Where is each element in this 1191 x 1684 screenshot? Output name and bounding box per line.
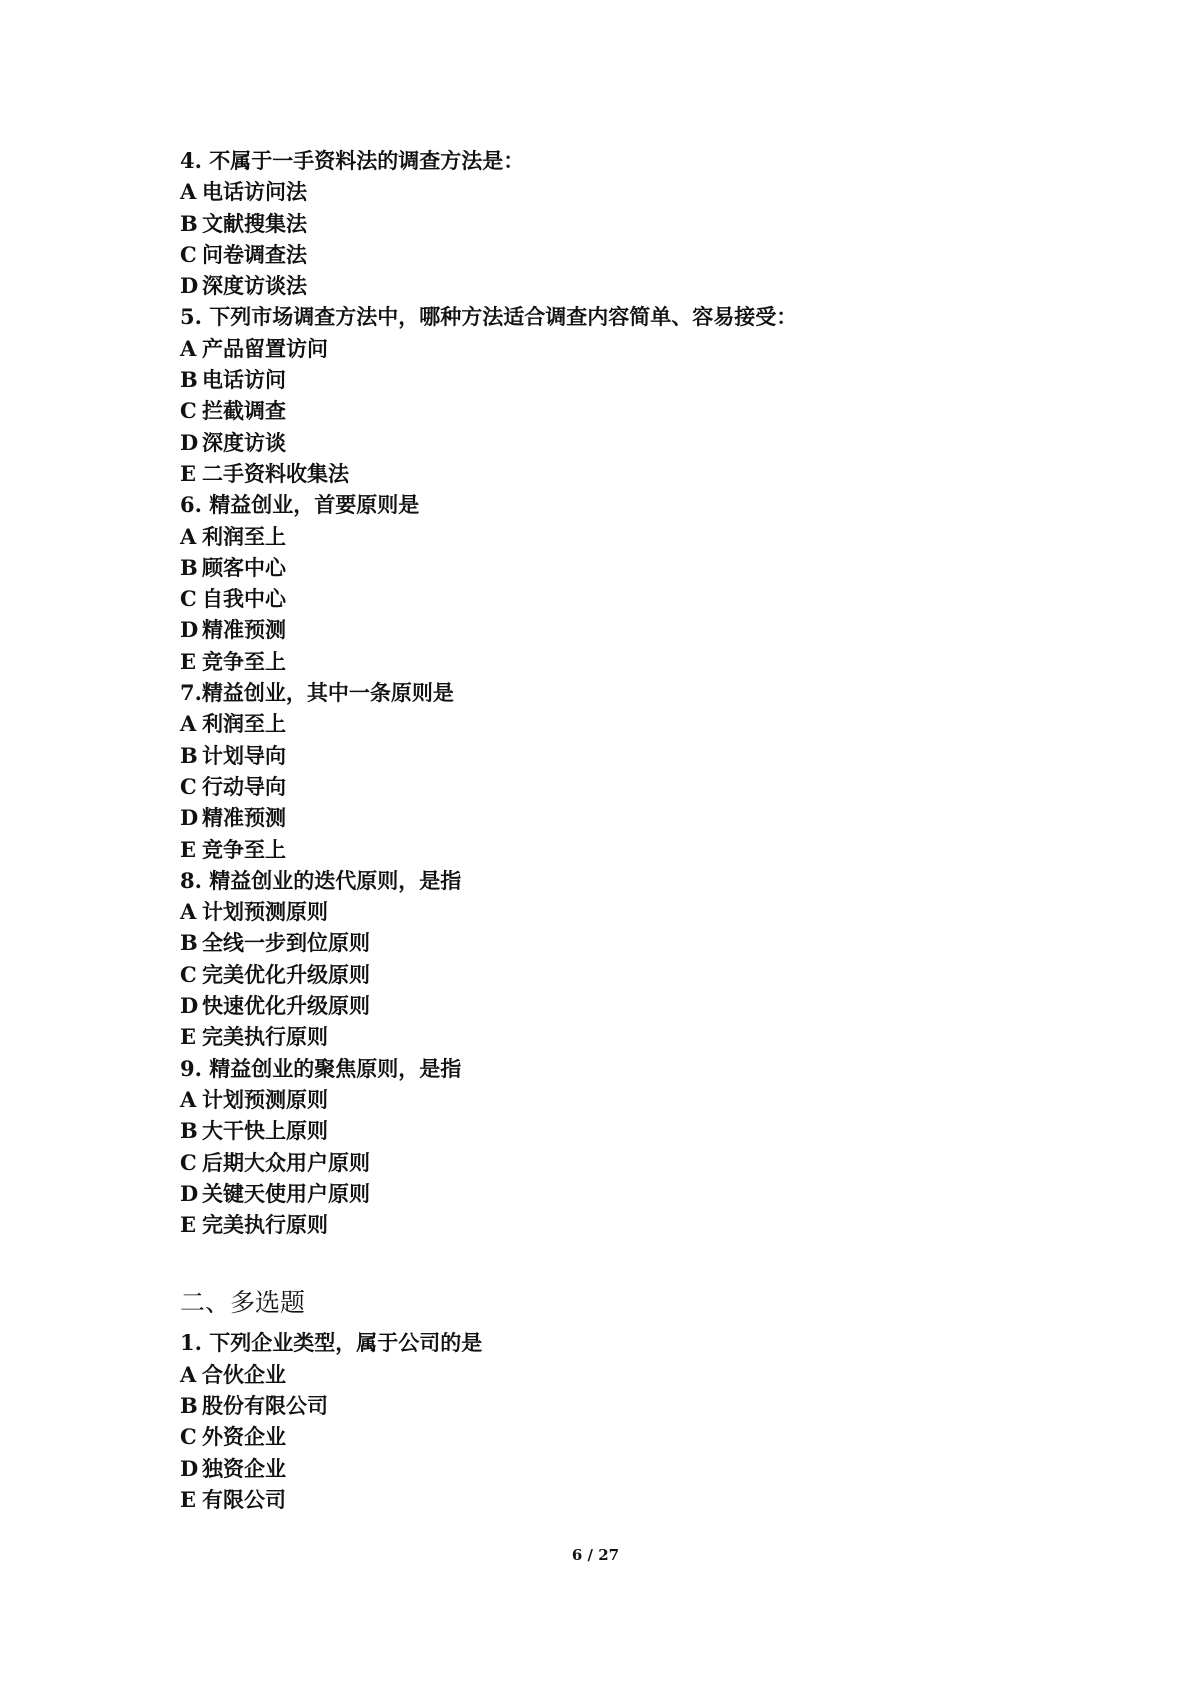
option-text: 快速优化升级原则 <box>202 993 370 1019</box>
question-stem: 9. 精益创业的聚焦原则，是指 <box>180 1055 462 1081</box>
option-text: 精准预测 <box>202 805 286 831</box>
option-text: 电话访问 <box>202 367 286 393</box>
question-stem: 7.精益创业，其中一条原则是 <box>180 680 454 706</box>
option-d <box>180 614 1060 645</box>
option-a <box>180 1084 1060 1115</box>
option-letter: D <box>180 805 199 831</box>
option-letter: A <box>180 179 197 205</box>
option-letter: A <box>180 1086 197 1112</box>
option-text: 完美优化升级原则 <box>202 961 370 987</box>
option-letter: E <box>180 1024 197 1050</box>
option-text: 完美执行原则 <box>202 1024 328 1050</box>
option-b <box>180 927 1060 958</box>
option-text: 独资企业 <box>202 1455 286 1481</box>
question-stem: 1. 下列企业类型，属于公司的是 <box>180 1330 483 1356</box>
question-6 <box>180 489 1060 677</box>
option-text: 计划预测原则 <box>202 1086 328 1112</box>
option-letter: D <box>180 617 199 643</box>
option-c <box>180 583 1060 614</box>
option-text: 计划预测原则 <box>202 899 328 925</box>
option-c <box>180 771 1060 802</box>
option-text: 顾客中心 <box>202 554 286 580</box>
option-letter: A <box>180 335 197 361</box>
option-text: 全线一步到位原则 <box>202 930 370 956</box>
option-c <box>180 959 1060 990</box>
section-heading: 二、多选题 <box>180 1288 306 1318</box>
option-letter: A <box>180 523 197 549</box>
option-a <box>180 708 1060 739</box>
question-5 <box>180 301 1060 489</box>
option-text: 精准预测 <box>202 617 286 643</box>
option-e <box>180 458 1060 489</box>
question-7 <box>180 677 1060 865</box>
option-letter: A <box>180 711 197 737</box>
option-e <box>180 1209 1060 1240</box>
option-text: 行动导向 <box>202 773 286 799</box>
option-letter: D <box>180 993 199 1019</box>
option-text: 深度访谈 <box>202 429 286 455</box>
option-letter: E <box>180 836 197 862</box>
question-stem: 6. 精益创业，首要原则是 <box>180 492 420 518</box>
option-text: 文献搜集法 <box>202 210 307 236</box>
option-text: 问卷调查法 <box>202 241 307 267</box>
question-stem: 5. 下列市场调查方法中，哪种方法适合调查内容简单、容易接受： <box>180 304 798 330</box>
option-text: 计划导向 <box>202 742 286 768</box>
option-text: 利润至上 <box>202 711 286 737</box>
question-9 <box>180 1053 1060 1241</box>
option-letter: D <box>180 429 199 455</box>
option-d <box>180 270 1060 301</box>
option-letter: C <box>180 961 197 987</box>
option-letter: B <box>180 1118 198 1144</box>
option-d <box>180 427 1060 458</box>
option-e <box>180 646 1060 677</box>
option-letter: D <box>180 273 199 299</box>
question-4 <box>180 145 1060 301</box>
option-c <box>180 395 1060 426</box>
option-text: 深度访谈法 <box>202 273 307 299</box>
option-text: 外资企业 <box>202 1424 286 1450</box>
option-d <box>180 1178 1060 1209</box>
option-letter: D <box>180 1455 199 1481</box>
option-letter: E <box>180 1212 197 1238</box>
option-letter: B <box>180 742 198 768</box>
option-text: 关键天使用户原则 <box>202 1180 370 1206</box>
option-letter: A <box>180 899 197 925</box>
option-text: 股份有限公司 <box>202 1392 328 1418</box>
option-b <box>180 364 1060 395</box>
option-b <box>180 552 1060 583</box>
option-text: 竞争至上 <box>202 836 286 862</box>
option-letter: B <box>180 554 198 580</box>
option-d <box>180 802 1060 833</box>
option-text: 竞争至上 <box>202 648 286 674</box>
question-multi-1 <box>180 1327 1060 1515</box>
option-b <box>180 740 1060 771</box>
option-a <box>180 333 1060 364</box>
question-stem: 4. 不属于一手资料法的调查方法是： <box>180 148 525 173</box>
option-b <box>180 1390 1060 1421</box>
option-letter: B <box>180 367 198 393</box>
option-text: 大干快上原则 <box>202 1118 328 1144</box>
option-letter: C <box>180 1424 197 1450</box>
option-text: 有限公司 <box>202 1486 286 1512</box>
option-d <box>180 1453 1060 1484</box>
question-8 <box>180 865 1060 1053</box>
option-b <box>180 1115 1060 1146</box>
option-text: 合伙企业 <box>202 1361 286 1387</box>
option-text: 完美执行原则 <box>202 1212 328 1238</box>
option-letter: C <box>180 586 197 612</box>
option-c <box>180 1421 1060 1452</box>
option-letter: C <box>180 398 197 424</box>
option-letter: B <box>180 930 198 956</box>
option-a <box>180 896 1060 927</box>
option-e <box>180 1484 1060 1515</box>
option-e <box>180 1021 1060 1052</box>
document-body <box>180 145 1060 1515</box>
option-d <box>180 990 1060 1021</box>
option-text: 自我中心 <box>202 586 286 612</box>
option-letter: E <box>180 1486 197 1512</box>
option-b <box>180 208 1060 239</box>
option-text: 拦截调查 <box>202 398 286 424</box>
page-number: 6 / 27 <box>571 1546 620 1564</box>
option-text: 电话访问法 <box>202 179 307 205</box>
option-c <box>180 239 1060 270</box>
option-letter: E <box>180 648 197 674</box>
option-text: 利润至上 <box>202 523 286 549</box>
option-letter: C <box>180 1149 197 1175</box>
option-a <box>180 176 1060 207</box>
option-letter: D <box>180 1180 199 1206</box>
question-stem: 8. 精益创业的迭代原则，是指 <box>180 867 462 893</box>
option-text: 后期大众用户原则 <box>202 1149 370 1175</box>
option-text: 二手资料收集法 <box>202 460 349 486</box>
option-a <box>180 521 1060 552</box>
option-text: 产品留置访问 <box>202 335 328 361</box>
option-letter: E <box>180 460 197 486</box>
option-letter: C <box>180 241 197 267</box>
option-letter: A <box>180 1361 197 1387</box>
option-letter: C <box>180 773 197 799</box>
option-a <box>180 1359 1060 1390</box>
option-letter: B <box>180 210 198 236</box>
option-c <box>180 1147 1060 1178</box>
option-letter: B <box>180 1392 198 1418</box>
option-e <box>180 834 1060 865</box>
